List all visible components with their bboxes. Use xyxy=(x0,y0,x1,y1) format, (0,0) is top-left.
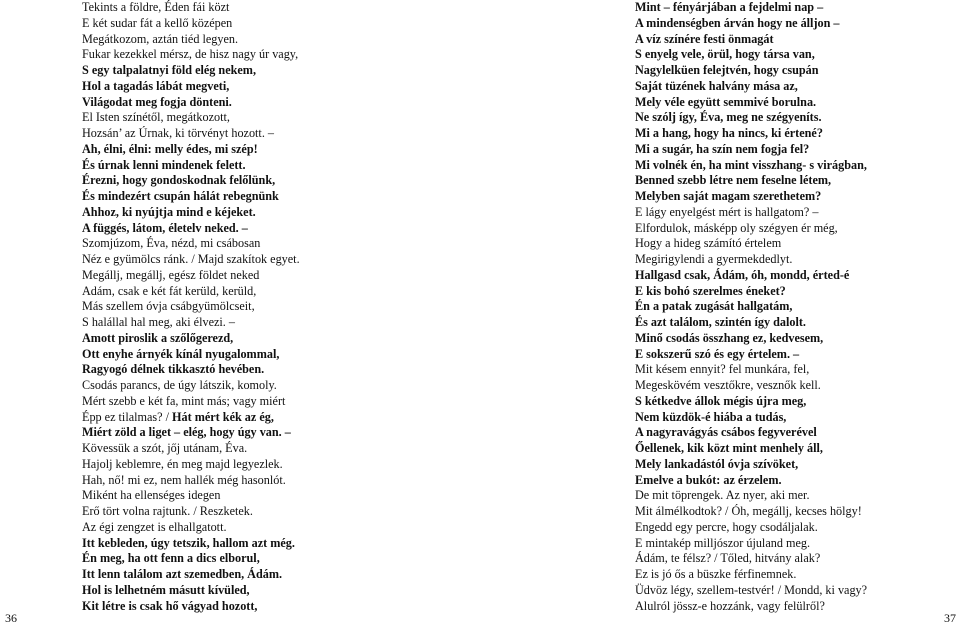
text-line: Mért szebb e két fa, mint más; vagy miért xyxy=(82,393,286,408)
text-line: Ah, élni, élni: melly édes, mi szép! xyxy=(82,141,258,156)
text-line: E lágy enyelgést mért is hallgatom? – xyxy=(635,204,819,219)
text-line: E kis bohó szerelmes éneket? xyxy=(635,283,786,298)
text-line: Benned szebb létre nem feselne létem, xyxy=(635,173,832,188)
text-line: Mely véle együtt semmivé borulna. xyxy=(635,94,817,109)
text-line: Alulról jössz-e hozzánk, vagy felülről? xyxy=(635,598,825,613)
text-line: Ez is jó ős a büszke férfinemnek. xyxy=(635,567,797,581)
text-line: Hah, nő! mi ez, nem hallék még hasonlót. xyxy=(82,472,286,487)
text-line: Az égi zengzet is elhallgatott. xyxy=(82,519,227,534)
text-line: Mi a hang, hogy ha nincs, ki értené? xyxy=(635,126,823,140)
text-line: Itt kebleden, úgy tetszik, hallom azt még. xyxy=(82,535,295,550)
text-line: A nagyravágyás csábos fegyverével xyxy=(635,425,817,440)
text-line: Érezni, hogy gondoskodnak felőlünk, xyxy=(82,173,276,188)
text-line: És úrnak lenni mindenek felett. xyxy=(82,157,246,172)
text-line: Hozsán’ az Úrnak, ki törvényt hozott. – xyxy=(82,126,275,140)
right-page-text xyxy=(635,0,955,614)
text-line: Hol a tagadás lábát megveti, xyxy=(82,78,230,93)
text-line: Ahhoz, ki nyújtja mind e kéjeket. xyxy=(82,204,256,219)
text-line: Saját tüzének halvány mása az, xyxy=(635,78,798,93)
text-line: Nem küzdök-é hiába a tudás, xyxy=(635,409,787,424)
text-line: A víz színére festi önmagát xyxy=(635,31,774,46)
text-line: Megirigylendi a gyermekdedlyt. xyxy=(635,252,793,266)
text-line: Kit létre is csak hő vágyad hozott, xyxy=(82,598,258,613)
text-line: Csodás parancs, de úgy látszik, komoly. xyxy=(82,378,277,392)
text-line: Hogy a hideg számító értelem xyxy=(635,236,782,251)
text-line: Megállj, megállj, egész földet neked xyxy=(82,267,260,282)
text-line: S kétkedve állok mégis újra meg, xyxy=(635,393,807,408)
text-line: Megeskövém vesztőkre, vesznők kell. xyxy=(635,378,821,392)
text-line: És azt találom, szintén így dalolt. xyxy=(635,315,806,329)
text-line: Melyben saját magam szerethetem? xyxy=(635,189,822,203)
text-line: Megátkozom, aztán tiéd legyen. xyxy=(82,31,239,46)
left-page-text xyxy=(82,0,462,614)
text-line: Mit késem ennyit? fel munkára, fel, xyxy=(635,362,810,377)
text-line: S halállal hal meg, aki élvezi. – xyxy=(82,315,235,329)
text-line: Más szellem óvja csábgyümölcseit, xyxy=(82,299,255,314)
text-line: De mit töprengek. Az nyer, aki mer. xyxy=(635,488,810,503)
text-line: Engedd egy percre, hogy csodáljalak. xyxy=(635,519,818,534)
text-line: Minő csodás összhang ez, kedvesem, xyxy=(635,330,824,345)
text-line: Miként ha ellenséges idegen xyxy=(82,488,221,503)
text-line: Üdvöz légy, szellem-testvér! / Mondd, ki vagy? xyxy=(635,582,868,597)
text-line: Nagylelküen felejtvén, hogy csupán xyxy=(635,63,819,77)
text-line: Mint – fényárjában a fejdelmi nap – xyxy=(635,0,824,14)
text-line: Erő tört volna rajtunk. / Reszketek. xyxy=(82,504,253,518)
text-line: S enyelg vele, örül, hogy társa van, xyxy=(635,47,815,62)
text-line: És mindezért csupán hálát rebegnünk xyxy=(82,189,279,203)
text-line: A függés, látom, életelv neked. – xyxy=(82,220,248,235)
text-line: E mintakép milljószor újuland meg. xyxy=(635,535,810,550)
text-line: Hajolj keblemre, én meg majd legyezlek. xyxy=(82,456,283,471)
text-line: Emelve a bukót: az érzelem. xyxy=(635,472,782,487)
text-line: Amott piroslik a szőlőgerezd, xyxy=(82,330,234,345)
text-line: Én meg, ha ott fenn a dics elborul, xyxy=(82,551,260,566)
text-line: Tekints a földre, Éden fái közt xyxy=(82,0,230,14)
text-line: Mi volnék én, ha mint visszhang- s virágban, xyxy=(635,157,867,172)
text-line: Én a patak zugását hallgatám, xyxy=(635,299,793,314)
text-line: Adám, csak e két fát kerüld, kerüld, xyxy=(82,283,257,298)
text-line: Mi a sugár, ha szín nem fogja fel? xyxy=(635,141,810,156)
text-line: Világodat meg fogja dönteni. xyxy=(82,94,232,109)
text-line: Fukar kezekkel mérsz, de hisz nagy úr vagy, xyxy=(82,47,299,62)
left-page-number: 36 xyxy=(5,611,17,625)
text-line: Itt lenn találom azt szemedben, Ádám. xyxy=(82,567,283,581)
text-line: Épp ez tilalmas? / Hát mért kék az ég, xyxy=(82,409,274,424)
text-line: S egy talpalatnyi föld elég nekem, xyxy=(82,63,257,77)
text-line: Hol is lelhetném másutt kívüled, xyxy=(82,582,250,597)
text-line: Hallgasd csak, Ádám, óh, mondd, érted-é xyxy=(635,267,850,282)
text-line: Kövessük a szót, jőj utánam, Éva. xyxy=(82,441,248,455)
right-page xyxy=(480,0,959,625)
text-line: El Isten színétől, megátkozott, xyxy=(82,110,230,125)
text-line: E két sudar fát a kellő középen xyxy=(82,15,233,30)
text-line: Néz e gyümölcs ránk. / Majd szakítok egyet. xyxy=(82,252,300,266)
left-page xyxy=(0,0,479,625)
text-line: Ne szólj így, Éva, meg ne szégyeníts. xyxy=(635,110,822,125)
text-line: Miért zöld a liget – elég, hogy úgy van. – xyxy=(82,425,291,440)
text-line: Őellenek, kik közt mint menhely áll, xyxy=(635,441,823,455)
text-line: A mindenségben árván hogy ne álljon – xyxy=(635,15,840,30)
text-line: Ott enyhe árnyék kínál nyugalommal, xyxy=(82,346,280,361)
text-line: Ádám, te félsz? / Tőled, hitvány alak? xyxy=(635,551,821,566)
text-line: Mely lankadástól óvja szívöket, xyxy=(635,456,799,471)
text-line: Ragyogó délnek tikkasztó hevében. xyxy=(82,362,265,377)
text-line: Elfordulok, másképp oly szégyen ér még, xyxy=(635,220,838,235)
text-line: E sokszerű szó és egy értelem. – xyxy=(635,346,800,361)
text-line: Mit álmélkodtok? / Óh, megállj, kecses hölgy! xyxy=(635,504,862,518)
text-line: Szomjúzom, Éva, nézd, mi csábosan xyxy=(82,236,261,251)
right-page-number: 37 xyxy=(944,611,956,625)
